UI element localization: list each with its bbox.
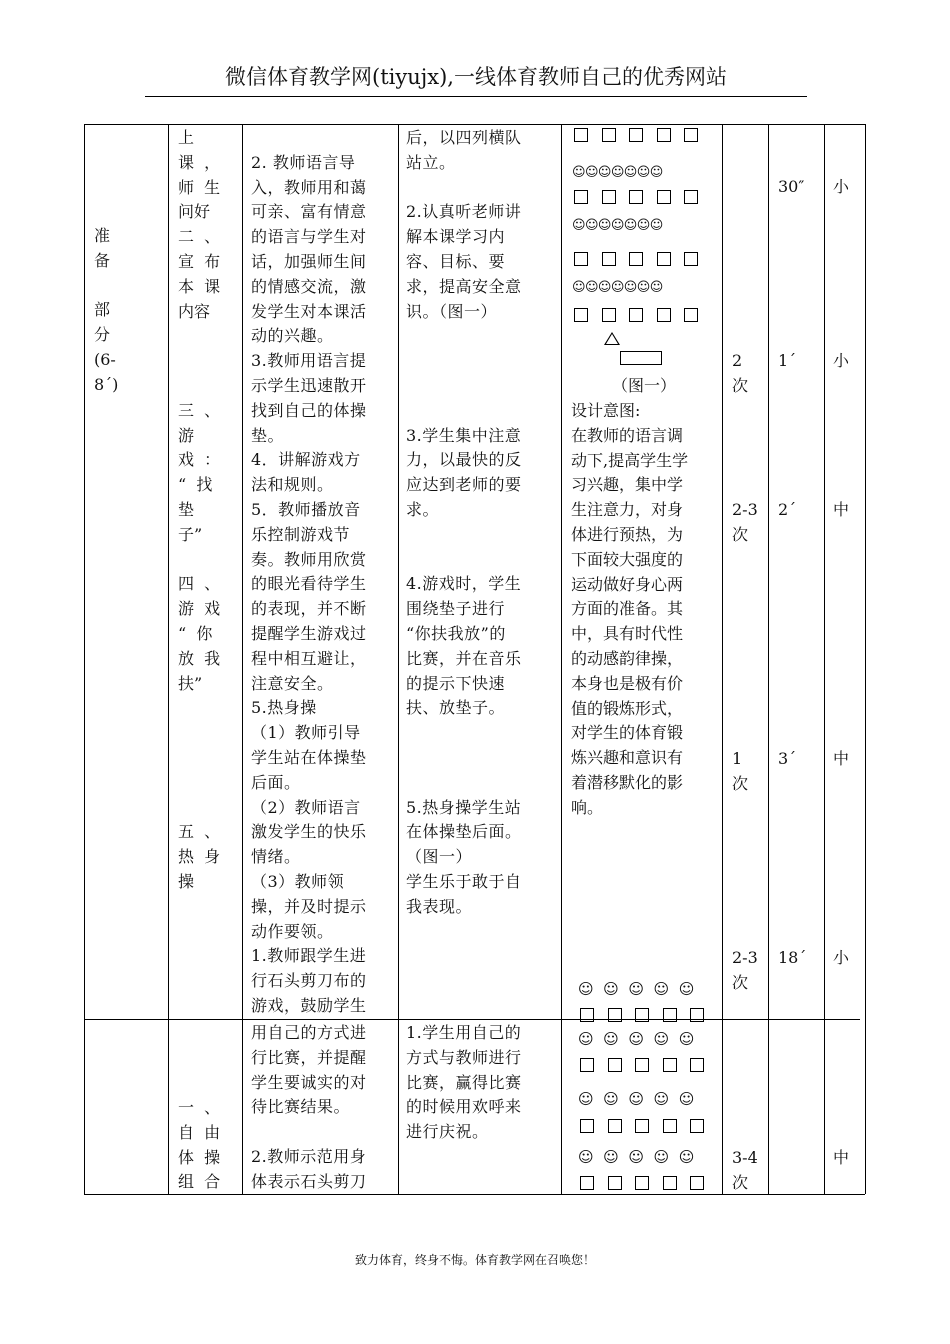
mat-icon bbox=[629, 252, 643, 266]
mat-icon bbox=[580, 1058, 594, 1072]
teacher-activity-next: 用自己的方式进 行比赛，并提醒 学生要诚实的对 待比赛结果。 2.教师示范用身 体表示石头剪刀 bbox=[251, 1023, 367, 1191]
mat-icon bbox=[690, 1058, 704, 1072]
intensity-cell-next: 中 bbox=[833, 1148, 850, 1167]
intensity-cell: 中 bbox=[833, 500, 850, 519]
mat-icon bbox=[657, 308, 671, 322]
mat-icon bbox=[574, 308, 588, 322]
student-activity-column: 后，以四列横队 站立。 2.认真听老师讲 解本课学习内 容、目标、要 求，提高安全意 识。（图一） 3.学生集中注意 力，以最快的反 应达到老师的要 求。 4.游戏时，学生 围绕垫子进行 “你扶我放”的 比赛，并在音乐 的提示下快速 扶、放垫子。 5.热身操学生站 在体操垫后面。 （图一） 学生乐于敢于自 我表现。 bbox=[406, 128, 522, 916]
times-cell: 2 次 bbox=[732, 351, 749, 395]
intensity-cell: 小 bbox=[833, 351, 850, 370]
mat-icon bbox=[663, 1008, 677, 1022]
intensity-cell: 小 bbox=[833, 948, 850, 967]
mat-icon bbox=[629, 190, 643, 204]
content-column: 上 课 ， 师 生 问好 二 、 宣 布 本 课 内容 三 、 游 戏 ： “ 找 垫 子” 四 、 游 戏 “ 你 放 我 扶” 五 、 热 身 操 bbox=[178, 128, 221, 891]
duration-cell: 18´ bbox=[778, 948, 807, 967]
stage-rect-icon bbox=[620, 351, 662, 365]
teacher-activity-column: 2. 教师语言导 入，教师用和蔼 可亲、富有情意 的语言与学生对 话，加强师生间 的情感交流，激 发学生对本课活 动的兴趣。 3.教师用语言提 示学生迅速散开 找到自己的体操 垫。 4．讲解游戏方 法和规则。 5．教师播放音 乐控制游戏节 奏。教师用欣赏 的眼光看待学生 的表现，并不断 提醒学生游戏过 程中相互避让， 注意安全。 5.热身操 （1）教师引导 学生站在体操垫 后面。 （2）教师语言 激发学生的快乐 情绪。 （3）教师领 操，并及时提示 动作要领。 1.教师跟学生进 行石头剪刀布的 游戏，鼓励学生 bbox=[251, 152, 367, 1015]
mat-icon bbox=[608, 1008, 622, 1022]
mat-icon bbox=[684, 252, 698, 266]
section-divider bbox=[84, 1019, 860, 1020]
col-line-1 bbox=[84, 124, 85, 1194]
col-line-9 bbox=[865, 124, 866, 1194]
mat-row-partial bbox=[580, 1008, 718, 1024]
student-row-icon: ☺ ☺ ☺ ☺ ☺ bbox=[578, 1090, 695, 1108]
times-cell: 2-3 次 bbox=[732, 948, 758, 992]
mat-icon bbox=[690, 1176, 704, 1190]
table-top-border bbox=[84, 124, 865, 125]
content-column-next: 一 、 自 由 体 操 组 合 bbox=[178, 1098, 221, 1192]
mat-row bbox=[580, 1176, 718, 1192]
mat-icon bbox=[629, 128, 643, 142]
student-row-icon: ☺☺☺☺☺☺☺ bbox=[572, 165, 663, 180]
mat-icon bbox=[608, 1119, 622, 1133]
mat-icon bbox=[635, 1176, 649, 1190]
duration-cell: 1´ bbox=[778, 351, 797, 370]
mat-icon bbox=[602, 252, 616, 266]
mat-icon bbox=[635, 1119, 649, 1133]
duration-cell: 2´ bbox=[778, 500, 797, 519]
mat-icon bbox=[690, 1119, 704, 1133]
col-line-6 bbox=[722, 124, 723, 1194]
col-line-3 bbox=[242, 124, 243, 1194]
col-line-7 bbox=[768, 124, 769, 1194]
times-cell: 2-3 次 bbox=[732, 500, 758, 544]
mat-row bbox=[580, 1058, 718, 1074]
times-cell-next: 3-4 次 bbox=[732, 1148, 758, 1192]
times-cell: 1 次 bbox=[732, 749, 749, 793]
mat-icon bbox=[635, 1008, 649, 1022]
teacher-triangle-icon bbox=[604, 332, 620, 345]
mat-row bbox=[580, 1119, 718, 1135]
mat-row bbox=[574, 190, 712, 206]
mat-icon bbox=[608, 1058, 622, 1072]
mat-icon bbox=[574, 128, 588, 142]
student-row-icon: ☺☺☺☺☺☺☺ bbox=[572, 218, 663, 233]
col-line-4 bbox=[398, 124, 399, 1194]
mat-icon bbox=[657, 128, 671, 142]
section-label: 准 备 部 分 (6- 8´) bbox=[94, 226, 119, 394]
mat-row bbox=[574, 252, 712, 268]
mat-icon bbox=[663, 1176, 677, 1190]
col-line-5 bbox=[561, 124, 562, 1194]
duration-cell: 3´ bbox=[778, 749, 797, 768]
mat-icon bbox=[657, 190, 671, 204]
page-footer: 致力体育，终身不悔。体育教学网在召唤您！ bbox=[354, 1253, 595, 1267]
col-line-2 bbox=[168, 124, 169, 1194]
figure-caption: （图一） bbox=[612, 376, 677, 395]
mat-icon bbox=[629, 308, 643, 322]
mat-icon bbox=[580, 1176, 594, 1190]
mat-icon bbox=[580, 1008, 594, 1022]
student-row-icon: ☺☺☺☺☺☺☺ bbox=[572, 280, 663, 295]
mat-row bbox=[574, 128, 712, 144]
mat-icon bbox=[663, 1058, 677, 1072]
design-intent: 设计意图: 在教师的语言调 动下,提高学生学 习兴趣，集中学 生注意力，对身 体进行预热，为 下面较大强度的 运动做好身心两 方面的准备。其 中，具有时代性 的动感韵律操， 本身也是极有价 值的锻炼形式， 对学生的体育锻 炼兴趣和意识有 着潜移默化的影 响。 bbox=[571, 401, 689, 817]
mat-icon bbox=[684, 308, 698, 322]
student-row-icon: ☺ ☺ ☺ ☺ ☺ bbox=[578, 1030, 695, 1048]
mat-icon bbox=[657, 252, 671, 266]
student-row-icon: ☺ ☺ ☺ ☺ ☺ bbox=[578, 980, 695, 998]
student-activity-next: 1.学生用自己的 方式与教师进行 比赛，赢得比赛 的时候用欢呼来 进行庆祝。 bbox=[406, 1023, 522, 1142]
mat-icon bbox=[580, 1119, 594, 1133]
mat-icon bbox=[602, 190, 616, 204]
mat-icon bbox=[608, 1176, 622, 1190]
mat-icon bbox=[602, 308, 616, 322]
intensity-cell: 小 bbox=[833, 177, 850, 196]
page-header-title: 微信体育教学网(tiyujx),一线体育教师自己的优秀网站 bbox=[225, 65, 727, 89]
mat-icon bbox=[635, 1058, 649, 1072]
student-row-icon: ☺ ☺ ☺ ☺ ☺ bbox=[578, 1148, 695, 1166]
mat-icon bbox=[574, 190, 588, 204]
header-rule bbox=[145, 96, 807, 97]
intensity-cell: 中 bbox=[833, 749, 850, 768]
mat-icon bbox=[602, 128, 616, 142]
duration-cell: 30″ bbox=[778, 177, 805, 196]
col-line-8 bbox=[824, 124, 825, 1194]
mat-icon bbox=[684, 128, 698, 142]
mat-icon bbox=[574, 252, 588, 266]
mat-icon bbox=[663, 1119, 677, 1133]
mat-icon bbox=[690, 1008, 704, 1022]
mat-row bbox=[574, 308, 712, 324]
mat-icon bbox=[684, 190, 698, 204]
